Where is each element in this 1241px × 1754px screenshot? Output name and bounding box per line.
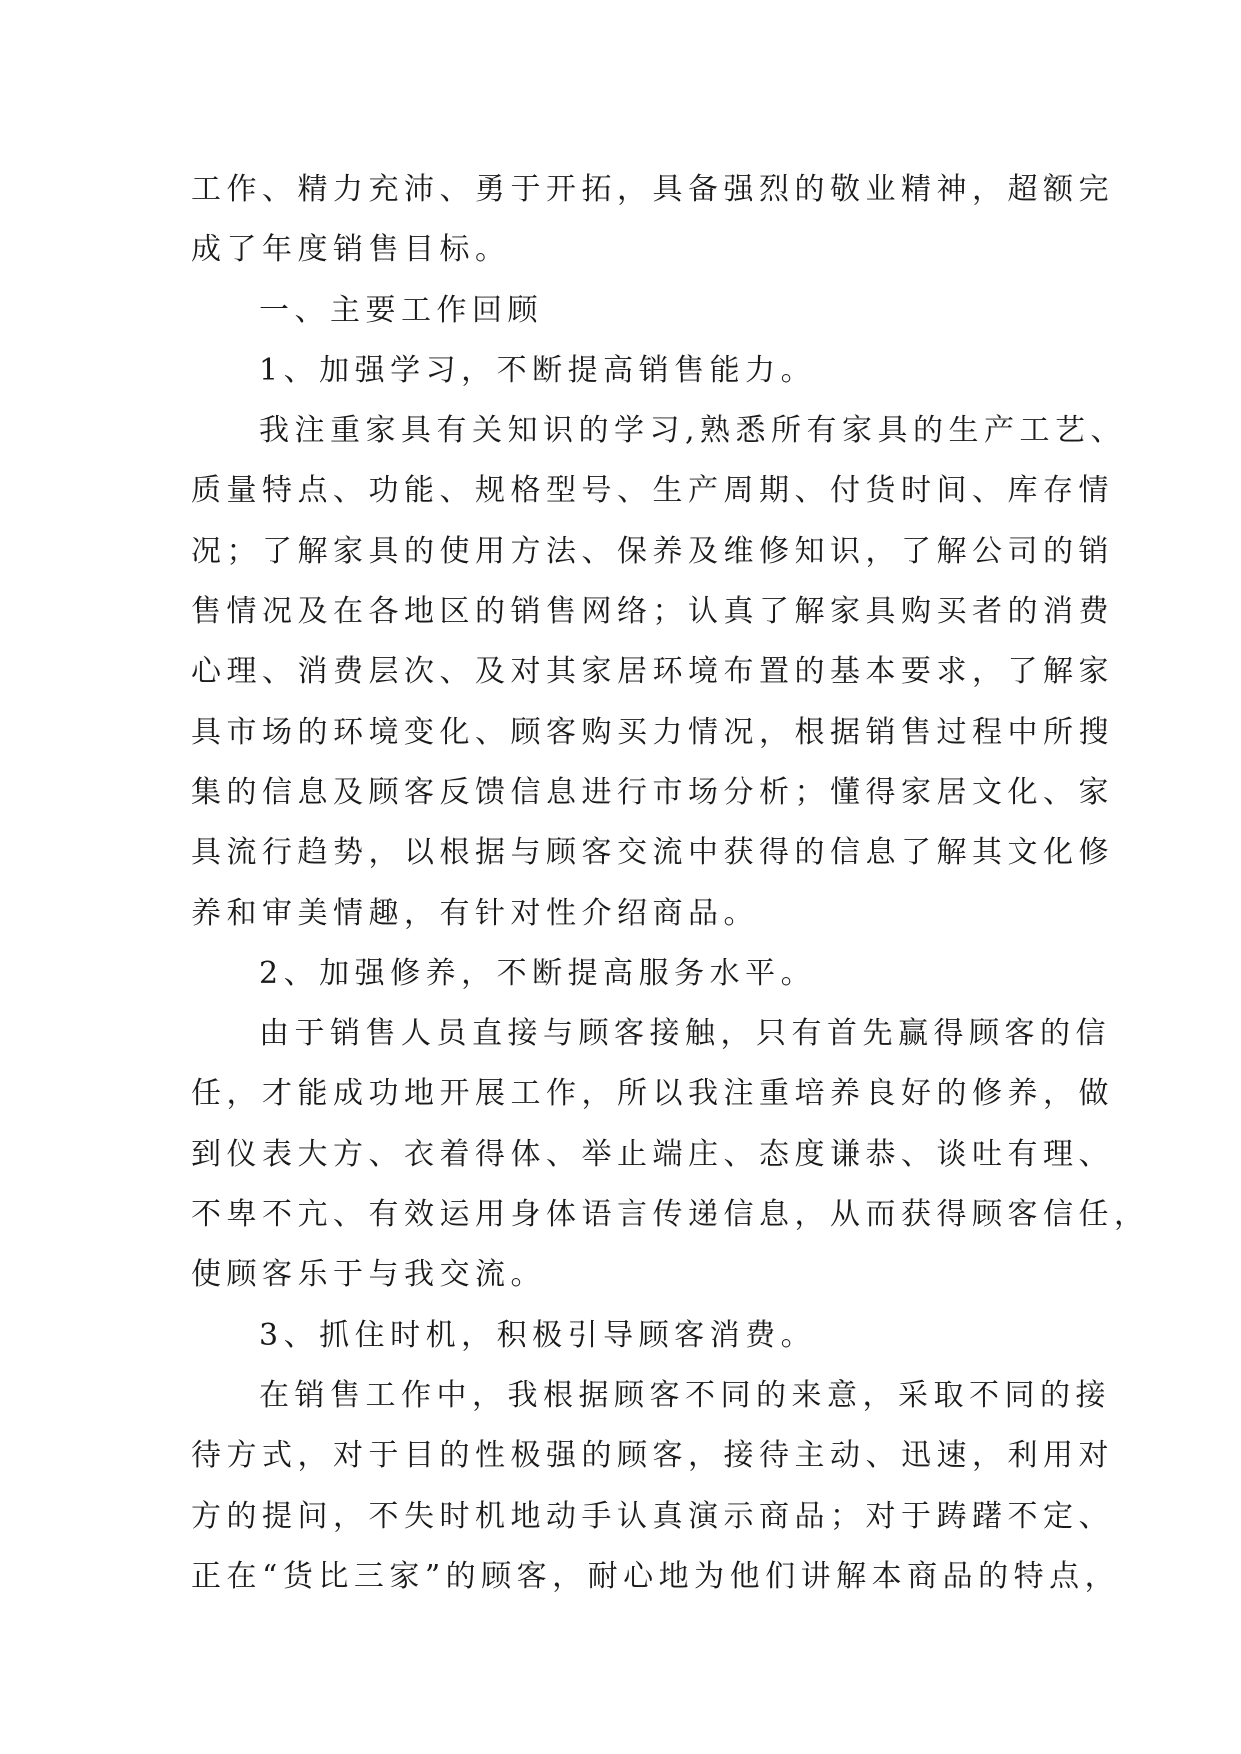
subsection-heading: 1、加强学习，不断提高销售能力。 <box>259 352 817 388</box>
text-line: 我注重家具有关知识的学习,熟悉所有家具的生产工艺、 <box>259 413 1127 449</box>
text-line: 心理、消费层次、及对其家居环境布置的基本要求，了解家 <box>191 654 1114 690</box>
document-body <box>191 160 1150 1607</box>
subsection-heading: 3、抓住时机，积极引导顾客消费。 <box>259 1317 817 1353</box>
text-line: 成了年度销售目标。 <box>191 232 511 268</box>
text-line: 待方式，对于目的性极强的顾客，接待主动、迅速，利用对 <box>191 1438 1114 1474</box>
text-line: 正在“货比三家”的顾客，耐心地为他们讲解本商品的特点， <box>191 1558 1121 1594</box>
text-line: 具流行趋势，以根据与顾客交流中获得的信息了解其文化修 <box>191 835 1114 871</box>
text-line: 质量特点、功能、规格型号、生产周期、付货时间、库存情 <box>191 473 1114 509</box>
text-line: 售情况及在各地区的销售网络；认真了解家具购买者的消费 <box>191 594 1114 630</box>
text-line: 集的信息及顾客反馈信息进行市场分析；懂得家居文化、家 <box>191 774 1114 810</box>
text-line: 到仪表大方、衣着得体、举止端庄、态度谦恭、谈吐有理、 <box>191 1136 1114 1172</box>
section-heading: 一、主要工作回顾 <box>259 292 543 328</box>
text-line: 任，才能成功地开展工作，所以我注重培养良好的修养，做 <box>191 1076 1114 1112</box>
text-line: 具市场的环境变化、顾客购买力情况，根据销售过程中所搜 <box>191 714 1114 750</box>
text-line: 不卑不亢、有效运用身体语言传递信息，从而获得顾客信任， <box>191 1197 1150 1233</box>
text-line: 由于销售人员直接与顾客接触，只有首先赢得顾客的信 <box>259 1016 1111 1052</box>
subsection-heading: 2、加强修养，不断提高服务水平。 <box>259 955 817 991</box>
text-line: 工作、精力充沛、勇于开拓，具备强烈的敬业精神，超额完 <box>191 172 1114 207</box>
text-line: 方的提问，不失时机地动手认真演示商品；对于踌躇不定、 <box>191 1498 1114 1534</box>
text-line: 养和审美情趣，有针对性介绍商品。 <box>191 895 759 931</box>
text-line: 在销售工作中，我根据顾客不同的来意，采取不同的接 <box>259 1377 1111 1413</box>
text-line: 使顾客乐于与我交流。 <box>191 1257 546 1293</box>
text-line: 况；了解家具的使用方法、保养及维修知识，了解公司的销 <box>191 533 1114 569</box>
